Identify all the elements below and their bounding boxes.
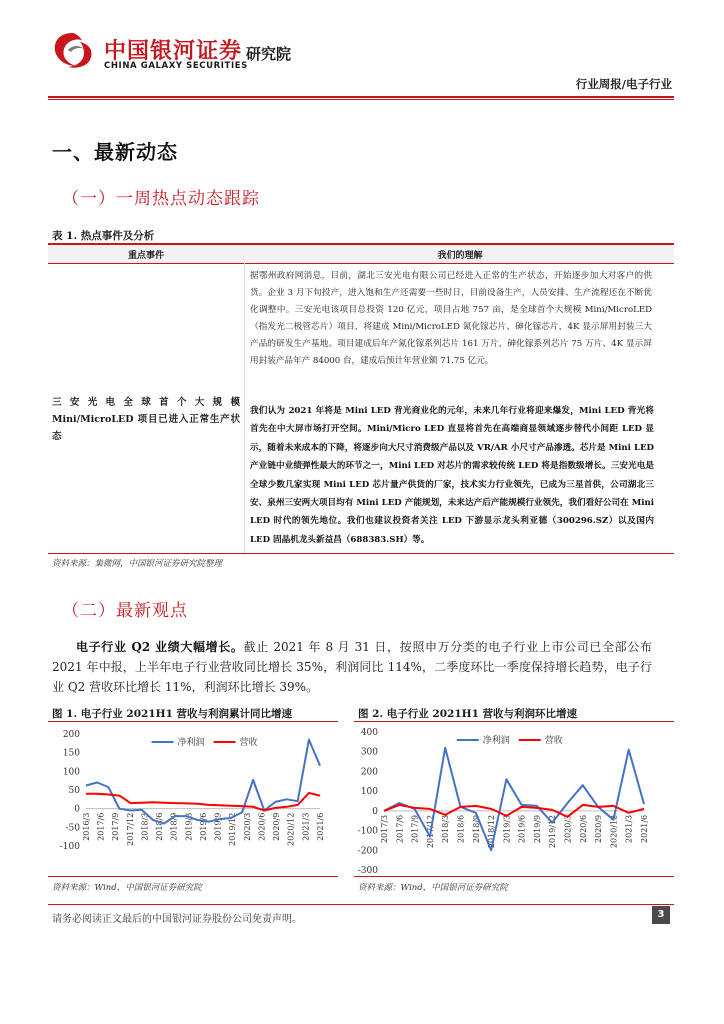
figure2-chart (354, 724, 674, 874)
chart1-xtick: 2020/6 (257, 812, 267, 841)
chart1-xtick: 2019/6 (199, 812, 208, 841)
chart1-ytick: 100 (62, 767, 80, 778)
figure2-source: 资料来源：Wind，中国银河证券研究院 (358, 883, 508, 893)
body-text: 截止 2021 年 8 月 31 日，按照申万分类的电子行业上市公司已全部公布 2021 年中报，上半年电子行业营收同比增长 35%，利润同比 114%，二季度环比一季度保持增长趋势，电子行业 Q2 营收环比增长 11%，利润环比增长 39%。 (52, 640, 652, 694)
body-lead: 电子行业 Q2 业绩大幅增长。 (76, 640, 244, 654)
figure1-source: 资料来源：Wind，中国银河证券研究院 (52, 883, 202, 893)
chart1-xtick: 2017/12 (125, 812, 135, 846)
chart1-xtick: 2020/3 (242, 812, 252, 841)
chart2-xtick: 2019/3 (502, 814, 512, 844)
chart2-ytick: -200 (357, 846, 378, 857)
company-logo-icon (50, 30, 96, 70)
table-bottom-rule (48, 553, 674, 554)
table-cell-event: 三安光电全球首个大规模 Mini/MicroLED 项目已进入正常生产状态 (52, 397, 240, 442)
chart1-xtick: 2018/6 (155, 812, 165, 841)
page-number: 3 (652, 906, 670, 924)
chart2-xtick: 2018/12 (487, 814, 497, 849)
chart2-legend-label: 净利润 (482, 736, 510, 746)
chart2-ytick: 200 (360, 767, 378, 778)
subsection-title-latest-views: （二）最新观点 (62, 601, 188, 621)
chart1-xtick: 2017/9 (111, 812, 121, 841)
chart2-xtick: 2019/6 (517, 814, 527, 844)
chart2-ytick: -300 (357, 866, 378, 874)
report-type: 行业周报/电子行业 (575, 77, 672, 91)
chart1-xtick: 2019/9 (213, 812, 223, 841)
chart1-ytick: -50 (65, 823, 80, 834)
chart1-series-revenue (86, 793, 320, 811)
chart1-xtick: 2021/6 (316, 812, 325, 841)
header-divider-thin (48, 99, 674, 100)
chart1-ytick: -100 (59, 842, 80, 852)
chart1-xtick: 2018/3 (140, 812, 150, 841)
chart2-xtick: 2020/12 (609, 814, 619, 849)
figure1-bottom-rule (48, 876, 338, 877)
table-source: 资料来源：集微网，中国银河证券研究院整理 (52, 559, 223, 569)
body-paragraph (52, 637, 652, 697)
table-header-analysis: 我们的理解 (437, 251, 483, 261)
chart1-legend-label: 营收 (239, 738, 258, 748)
chart1-legend-label: 净利润 (177, 738, 205, 748)
chart2-xtick: 2019/12 (548, 814, 558, 849)
chart1-xtick: 2020/12 (286, 812, 296, 846)
company-name-en: CHINA GALAXY SECURITIES (104, 61, 248, 71)
chart2-xtick: 2018/9 (471, 814, 481, 844)
chart2-xtick: 2020/3 (563, 814, 573, 844)
chart1-xtick: 2016/3 (82, 812, 91, 841)
chart1-series-profit (86, 740, 320, 824)
header-divider (48, 96, 674, 98)
figure2-rule (354, 721, 674, 722)
figure1-chart (48, 724, 338, 874)
table-cell-news: 据鄂州政府网消息，目前，湖北三安光电有限公司已经进入正常的生产状态，开始逐步加大对客户的供货。企业 3 月下旬投产，进入饱和生产还需要一些时日，目前设备生产，人员安排、生产流程还在不断优化调整中。三安光电该项目总投资 120 亿元，项目占地 757 亩，是全球首个大规模 Mini/MicroLED（指发光二极管芯片）项目，将建成 Mini/MicroLED 氮化镓芯片、砷化镓芯片，4K 显示屏用封装三大产品的研发生产基地。项目建成后年产氮化镓系列芯片 161 万片，砷化镓系列芯片 75 万片、4K 显示屏用封装产品年产 84000 台，建成后预计年营业额 71.75 亿元。 (250, 271, 652, 367)
table-caption: 表 1. 热点事件及分析 (52, 230, 155, 242)
chart2-ytick: -100 (357, 826, 378, 837)
chart2-xtick: 2021/6 (640, 814, 649, 844)
footer-disclaimer: 请务必阅读正文最后的中国银河证券股份公司免责声明。 (52, 914, 302, 925)
chart2-ytick: 300 (360, 747, 378, 758)
chart2-xtick: 2019/9 (532, 814, 542, 844)
chart1-xtick: 2018/9 (169, 812, 179, 841)
chart2-xtick: 2018/6 (456, 814, 466, 844)
table-header-event: 重点事件 (127, 251, 164, 261)
table-column-divider (244, 263, 245, 553)
chart1-xtick: 2019/12 (228, 812, 238, 846)
chart1-xtick: 2017/6 (96, 812, 106, 841)
footer-divider (48, 904, 674, 905)
chart2-series-profit (384, 748, 644, 851)
chart1-xtick: 2021/3 (301, 812, 311, 841)
table-cell-view: 我们认为 2021 年将是 Mini LED 背光商业化的元年，未来几年行业将迎来爆发，Mini LED 背光将首先在中大屏市场打开空间。Mini/Micro LED 直显将首先在高端商显领域逐步替代小间距 LED 显示，随着未来成本的下降，将逐步向大尺寸消费级产品以及 VR/AR 小尺寸产品渗透。芯片是 Mini LED 产业链中业绩弹性最大的环节之一，Mini LED 对芯片的需求较传统 LED 将是指数级增长。三安光电是全球少数几家实现 Mini LED 芯片量产供货的厂家，技术实力行业领先，已成为三星首供，公司湖北三安、泉州三安两大项目均有 Mini LED 产能规划，未来达产后产能规模行业领先，我们看好公司在 Mini LED 时代的领先地位。我们也建议投资者关注 LED 下游显示龙头利亚德（300296.SZ）以及国内 LED 固晶机龙头新益昌（688383.SH）等。 (250, 406, 654, 545)
chart2-xtick: 2017/9 (410, 814, 420, 844)
chart2-xtick: 2020/9 (594, 814, 604, 844)
chart2-ytick: 400 (360, 728, 378, 738)
chart2-xtick: 2017/12 (425, 814, 435, 849)
chart2-xtick: 2017/3 (380, 814, 389, 844)
chart1-ytick: 50 (68, 786, 80, 796)
section-title: 一、最新动态 (52, 140, 178, 164)
chart1-ytick: 0 (74, 804, 80, 815)
chart1-ytick: 200 (62, 730, 80, 740)
figure2-bottom-rule (354, 876, 674, 877)
subsection-title-hot-news: （一）一周热点动态跟踪 (62, 189, 260, 209)
chart2-xtick: 2017/6 (395, 814, 405, 844)
chart2-xtick: 2018/3 (441, 814, 451, 844)
figure1-rule (48, 721, 338, 722)
chart2-legend-label: 营收 (544, 736, 563, 746)
company-name-cn: 中国银河证券 (104, 39, 243, 64)
chart2-xtick: 2021/3 (624, 814, 634, 844)
figure1-caption: 图 1. 电子行业 2021H1 营收与利润累计同比增速 (52, 708, 293, 720)
chart1-xtick: 2020/9 (272, 812, 282, 841)
chart1-ytick: 150 (62, 748, 80, 759)
chart2-ytick: 100 (360, 787, 378, 798)
chart2-xtick: 2020/6 (578, 814, 588, 844)
chart1-xtick: 2019/3 (184, 812, 194, 841)
figure2-caption: 图 2. 电子行业 2021H1 营收与利润环比增速 (358, 708, 578, 720)
chart2-ytick: 0 (372, 806, 378, 817)
institute-label: 研究院 (246, 45, 292, 63)
